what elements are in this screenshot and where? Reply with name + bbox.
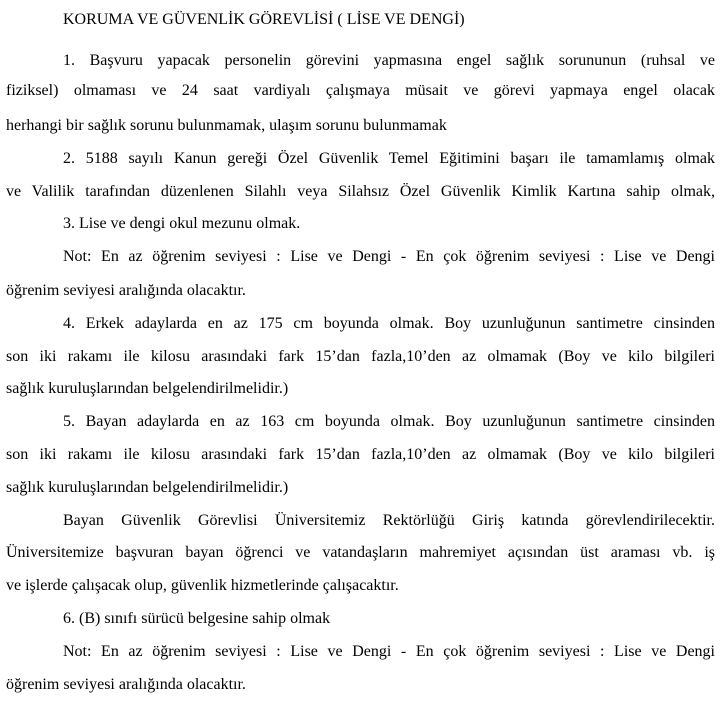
text-line: son iki rakamı ile kilosu arasındaki fark 15’dan fazla,10’den az olmamak (Boy ve kilo bilgileri <box>6 348 715 365</box>
text-line: öğrenim seviyesi aralığında olacaktır. <box>6 282 246 299</box>
document-title: KORUMA VE GÜVENLİK GÖREVLİSİ ( LİSE VE DENGİ) <box>63 11 465 28</box>
text-line: 4. Erkek adaylarda en az 175 cm boyunda olmak. Boy uzunluğunun santimetre cinsinden <box>63 315 715 332</box>
text-line: herhangi bir sağlık sorunu bulunmamak, ulaşım sorunu bulunmamak <box>6 117 447 134</box>
text-line: 6. (B) sınıfı sürücü belgesine sahip olmak <box>63 610 331 627</box>
text-line: son iki rakamı ile kilosu arasındaki fark 15’dan fazla,10’den az olmamak (Boy ve kilo bilgileri <box>6 446 715 463</box>
text-line: 3. Lise ve dengi okul mezunu olmak. <box>63 215 301 232</box>
text-line: ve Valilik tarafından düzenlenen Silahlı veya Silahsız Özel Güvenlik Kimlik Kartına sahip olmak, <box>6 183 715 200</box>
text-line: 2. 5188 sayılı Kanun gereği Özel Güvenlik Temel Eğitimini başarı ile tamamlamış olmak <box>63 150 715 167</box>
text-line: Bayan Güvenlik Görevlisi Üniversitemiz Rektörlüğü Giriş katında görevlendirilecektir. <box>63 512 715 529</box>
text-line: sağlık kuruluşlarından belgelendirilmelidir.) <box>6 479 289 496</box>
text-line: 5. Bayan adaylarda en az 163 cm boyunda olmak. Boy uzunluğunun santimetre cinsinden <box>63 413 715 430</box>
text-line: 1. Başvuru yapacak personelin görevini yapmasına engel sağlık sorununun (ruhsal ve <box>63 52 715 69</box>
text-line: Üniversitemize başvuran bayan öğrenci ve vatandaşların mahremiyet açısından üst araması vb. iş <box>6 544 715 561</box>
text-line: fiziksel) olmaması ve 24 saat vardiyalı çalışmaya müsait ve görevi yapmaya engel olacak <box>6 82 715 99</box>
text-line: öğrenim seviyesi aralığında olacaktır. <box>6 676 246 693</box>
text-line: ve işlerde çalışacak olup, güvenlik hizmetlerinde çalışacaktır. <box>6 577 399 594</box>
text-line: Not: En az öğrenim seviyesi : Lise ve Dengi - En çok öğrenim seviyesi : Lise ve Dengi <box>63 643 715 660</box>
text-line: sağlık kuruluşlarından belgelendirilmelidir.) <box>6 380 289 397</box>
text-line: Not: En az öğrenim seviyesi : Lise ve Dengi - En çok öğrenim seviyesi : Lise ve Dengi <box>63 248 715 265</box>
